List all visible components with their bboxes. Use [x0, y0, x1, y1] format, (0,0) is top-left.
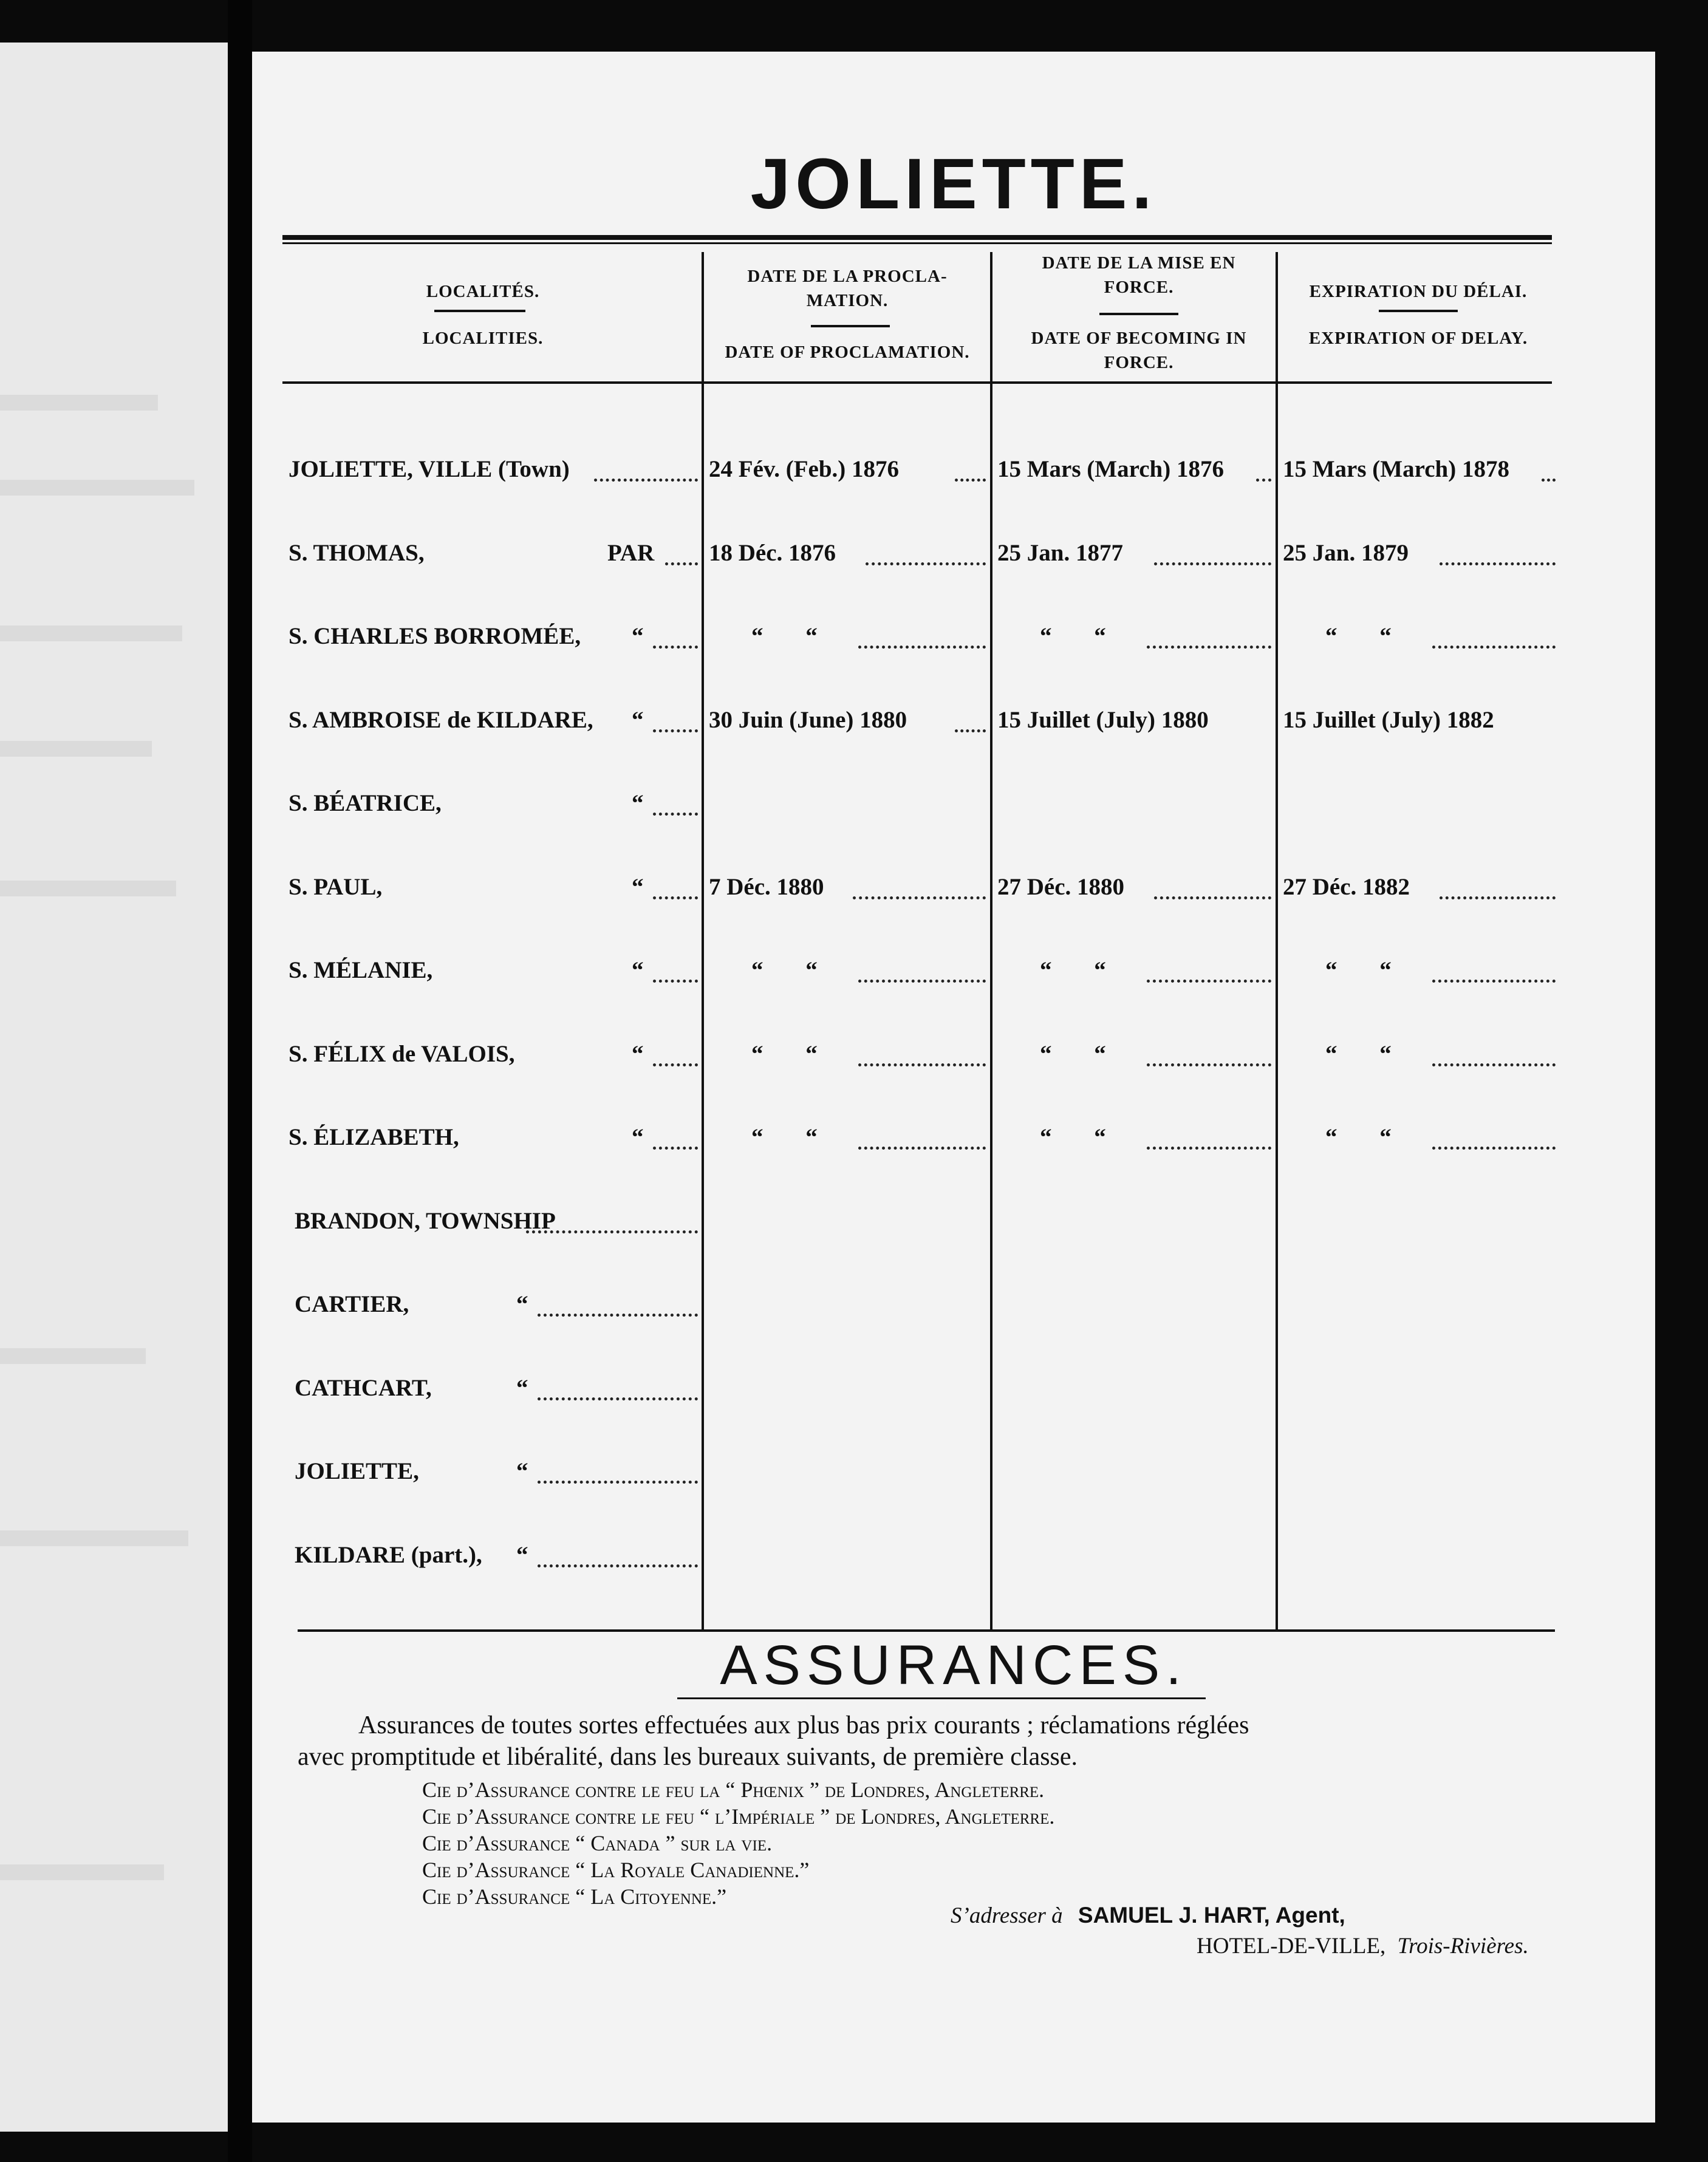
- leader-dots: [858, 646, 986, 649]
- binding-gutter: [228, 0, 252, 2162]
- column-divider: [990, 252, 992, 1631]
- locality-cell: S. ÉLIZABETH,: [289, 1124, 459, 1150]
- locality-qualifier: “: [632, 623, 644, 649]
- locality-qualifier: “: [632, 1124, 644, 1150]
- proclamation-cell: “ “: [751, 623, 836, 649]
- section-title-rule: [677, 1697, 1206, 1699]
- locality-cell: S. FÉLIX de VALOIS,: [289, 1040, 515, 1067]
- expiration-cell: 15 Juillet (July) 1882: [1283, 706, 1494, 733]
- agent-contact: [951, 1903, 1345, 1929]
- leader-dots: [1256, 479, 1271, 482]
- in-force-cell: 15 Mars (March) 1876: [997, 456, 1224, 482]
- locality-cell: JOLIETTE,: [295, 1458, 419, 1484]
- leader-dots: [1147, 1063, 1271, 1066]
- leader-dots: [1147, 1147, 1271, 1150]
- insurance-company: Cie d’Assurance “ Canada ” sur la vie.: [422, 1831, 773, 1855]
- agent-address: [1197, 1933, 1529, 1959]
- proclamation-cell: “ “: [751, 1040, 836, 1067]
- insurance-company: Cie d’Assurance contre le feu la “ Phœnix ” de Londres, Angleterre.: [422, 1778, 1045, 1802]
- proclamation-cell: 30 Juin (June) 1880: [709, 706, 907, 733]
- leader-dots: [538, 1564, 698, 1567]
- header-expiration-fr: EXPIRATION DU DÉLAI.: [1309, 282, 1528, 301]
- header-separator: [811, 325, 890, 327]
- header-in-force-fr: DATE DE LA MISE EN FORCE.: [1042, 253, 1236, 297]
- agent-name: SAMUEL J. HART, Agent,: [1078, 1903, 1345, 1928]
- locality-cell: S. AMBROISE de KILDARE,: [289, 706, 593, 733]
- header-localities-en: LOCALITIES.: [422, 329, 544, 348]
- leader-dots: [653, 1063, 698, 1066]
- in-force-cell: “ “: [1040, 1124, 1124, 1150]
- in-force-cell: 15 Juillet (July) 1880: [997, 706, 1209, 733]
- document-page: [252, 52, 1655, 2123]
- assurances-paragraph-line: avec promptitude et libéralité, dans les bureaux suivants, de première classe.: [298, 1743, 1078, 1771]
- locality-cell: S. MÉLANIE,: [289, 957, 433, 983]
- column-divider: [702, 252, 704, 1631]
- leader-dots: [526, 1230, 699, 1233]
- in-force-cell: “ “: [1040, 1040, 1124, 1067]
- leader-dots: [594, 479, 698, 482]
- proclamation-cell: 24 Fév. (Feb.) 1876: [709, 456, 900, 482]
- expiration-cell: “ “: [1325, 957, 1410, 983]
- insurance-company: Cie d’Assurance “ La Royale Canadienne.”: [422, 1858, 810, 1882]
- leader-dots: [653, 1147, 698, 1150]
- leader-dots: [653, 646, 698, 649]
- insurance-company: Cie d’Assurance contre le feu “ l’Impériale ” de Londres, Angleterre.: [422, 1804, 1055, 1829]
- leader-dots: [858, 1063, 986, 1066]
- address-city: Trois-Rivières.: [1397, 1934, 1529, 1959]
- leader-dots: [665, 562, 698, 565]
- locality-qualifier: “: [632, 957, 644, 983]
- section-title: ASSURANCES.: [720, 1634, 1187, 1696]
- header-separator: [1379, 310, 1458, 312]
- leader-dots: [955, 729, 986, 732]
- header-bottom-rule: [282, 381, 1552, 384]
- leader-dots: [653, 729, 698, 732]
- header-separator: [1099, 313, 1178, 315]
- locality-cell: JOLIETTE, VILLE (Town): [289, 456, 570, 482]
- previous-page-edge: [0, 43, 228, 2132]
- locality-qualifier: “: [632, 706, 644, 733]
- leader-dots: [858, 1147, 986, 1150]
- column-divider: [1276, 252, 1278, 1631]
- header-top-rule-thin: [282, 242, 1552, 244]
- locality-cell: S. PAUL,: [289, 873, 383, 900]
- leader-dots: [653, 980, 698, 983]
- leader-dots: [653, 813, 698, 816]
- expiration-cell: 25 Jan. 1879: [1283, 539, 1409, 566]
- locality-cell: BRANDON, TOWNSHIP: [295, 1207, 556, 1234]
- locality-qualifier: “: [516, 1374, 528, 1401]
- leader-dots: [1147, 980, 1271, 983]
- leader-dots: [1542, 479, 1556, 482]
- expiration-cell: “ “: [1325, 1124, 1410, 1150]
- locality-cell: CARTIER,: [295, 1291, 409, 1317]
- leader-dots: [1432, 646, 1556, 649]
- locality-qualifier: “: [516, 1541, 528, 1568]
- header-expiration-en: EXPIRATION OF DELAY.: [1308, 329, 1528, 348]
- locality-cell: CATHCART,: [295, 1374, 432, 1401]
- locality-cell: KILDARE (part.),: [295, 1541, 482, 1568]
- leader-dots: [1154, 562, 1271, 565]
- proclamation-cell: “ “: [751, 1124, 836, 1150]
- locality-qualifier: PAR: [607, 539, 655, 566]
- expiration-cell: 15 Mars (March) 1878: [1283, 456, 1509, 482]
- expiration-cell: 27 Déc. 1882: [1283, 873, 1410, 900]
- locality-cell: S. BÉATRICE,: [289, 790, 442, 816]
- header-localities-fr: LOCALITÉS.: [426, 282, 540, 301]
- in-force-cell: 27 Déc. 1880: [997, 873, 1125, 900]
- leader-dots: [1432, 1063, 1556, 1066]
- leader-dots: [853, 896, 986, 899]
- table-bottom-rule: [298, 1629, 1555, 1632]
- leader-dots: [1432, 1147, 1556, 1150]
- expiration-cell: “ “: [1325, 623, 1410, 649]
- locality-qualifier: “: [516, 1458, 528, 1484]
- leader-dots: [538, 1314, 698, 1317]
- header-separator: [434, 310, 525, 312]
- leader-dots: [858, 980, 986, 983]
- locality-cell: S. CHARLES BORROMÉE,: [289, 623, 581, 649]
- leader-dots: [866, 562, 986, 565]
- header-proclamation-en: DATE OF PROCLAMATION.: [725, 343, 970, 362]
- leader-dots: [1154, 896, 1271, 899]
- locality-qualifier: “: [632, 873, 644, 900]
- in-force-cell: “ “: [1040, 957, 1124, 983]
- locality-qualifier: “: [516, 1291, 528, 1317]
- leader-dots: [1432, 980, 1556, 983]
- locality-qualifier: “: [632, 1040, 644, 1067]
- leader-dots: [1440, 896, 1556, 899]
- page-title: JOLIETTE.: [750, 144, 1157, 224]
- leader-dots: [1147, 646, 1271, 649]
- contact-prefix: S’adresser à: [951, 1903, 1063, 1928]
- leader-dots: [1440, 562, 1556, 565]
- address-main: HOTEL-DE-VILLE,: [1197, 1934, 1386, 1959]
- in-force-cell: 25 Jan. 1877: [997, 539, 1123, 566]
- assurances-paragraph-line: Assurances de toutes sortes effectuées aux plus bas prix courants ; réclamations réglées: [358, 1711, 1249, 1739]
- leader-dots: [653, 896, 698, 899]
- proclamation-cell: 7 Déc. 1880: [709, 873, 824, 900]
- header-proclamation-fr: DATE DE LA PROCLA-MATION.: [747, 267, 948, 310]
- header-in-force-en: DATE OF BECOMING IN FORCE.: [1031, 329, 1247, 372]
- proclamation-cell: “ “: [751, 957, 836, 983]
- proclamation-cell: 18 Déc. 1876: [709, 539, 836, 566]
- locality-cell: S. THOMAS,: [289, 539, 425, 566]
- expiration-cell: “ “: [1325, 1040, 1410, 1067]
- header-top-rule: [282, 235, 1552, 240]
- locality-qualifier: “: [632, 790, 644, 816]
- insurance-company: Cie d’Assurance “ La Citoyenne.”: [422, 1884, 727, 1909]
- leader-dots: [955, 479, 986, 482]
- leader-dots: [538, 1397, 698, 1400]
- in-force-cell: “ “: [1040, 623, 1124, 649]
- leader-dots: [538, 1481, 698, 1484]
